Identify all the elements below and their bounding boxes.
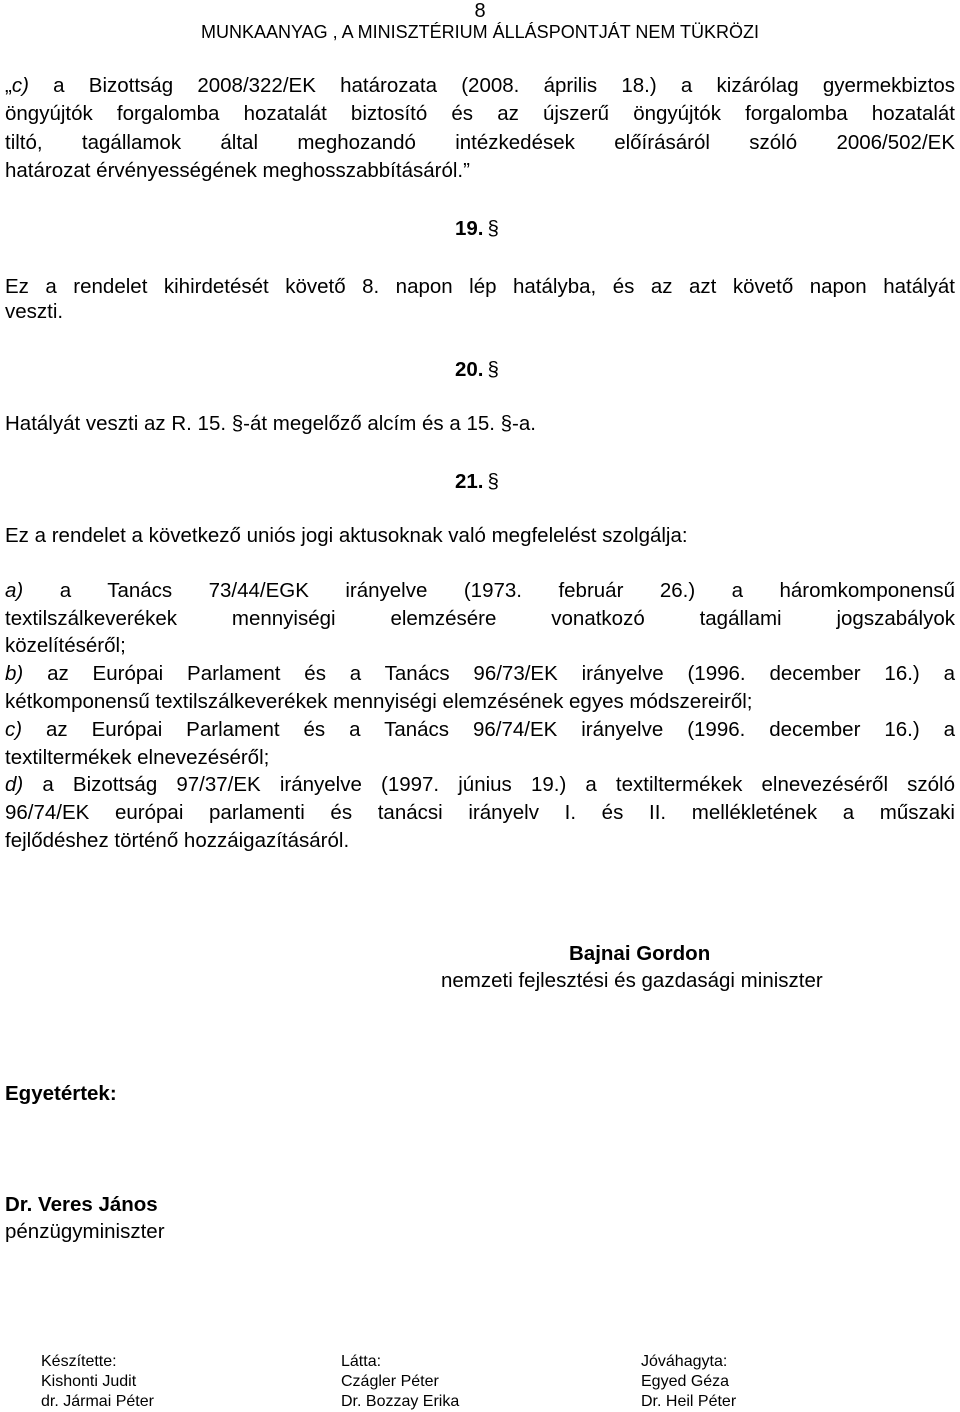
footer-approved-name-2: Dr. Heil Péter [641,1393,737,1410]
list-item-d-line-2: 96/74/EK európai parlamenti és tanácsi irányelv I. és II. mellékletének a műszaki [5,801,955,824]
footer-approved-heading: Jóváhagyta: [641,1353,728,1370]
list-item-a-line-1: a) a Tanács 73/44/EGK irányelve (1973. február 26.) a háromkomponensű [5,579,955,602]
page-number: 8 [474,0,486,22]
cosignatory-name: Dr. Veres János [5,1193,158,1216]
section-symbol: § [487,358,499,381]
list-item-b-line-1: b) az Európai Parlament és a Tanács 96/73/EK irányelve (1996. december 16.) a [5,662,955,685]
section-19-line-1: Ez a rendelet kihirdetését követő 8. napon lép hatályba, és az azt követő napon hatályát [5,275,955,298]
section-21-heading: 21. § [455,470,499,493]
section-symbol: § [487,217,499,240]
footer-prepared-heading: Készítette: [41,1353,117,1370]
list-item-c-line-1: c) az Európai Parlament és a Tanács 96/74/EK irányelve (1996. december 16.) a [5,718,955,741]
signatory-title: nemzeti fejlesztési és gazdasági miniszter [441,969,823,992]
signatory-name: Bajnai Gordon [569,942,711,965]
footer-reviewed-name-1: Czágler Péter [341,1373,439,1390]
section-20-line: Hatályát veszti az R. 15. §-át megelőző alcím és a 15. §-a. [5,412,536,435]
list-item-a-line-3: közelítéséről; [5,634,126,657]
footer-reviewed-heading: Látta: [341,1353,382,1370]
list-item-d-line-3: fejlődéshez történő hozzáigazításáról. [5,829,350,852]
section-20-heading: 20. § [455,358,499,381]
section-21-line: Ez a rendelet a következő uniós jogi aktusoknak való megfelelést szolgálja: [5,524,688,547]
section-19-heading: 19. § [455,217,499,240]
intro-line-1: „c) a Bizottság 2008/322/EK határozata (2008. április 18.) a kizárólag gyermekbiztos [5,74,955,97]
intro-line-2: öngyújtók forgalomba hozatalát biztosító és az újszerű öngyújtók forgalomba hozatalát [5,102,955,125]
section-19-line-2: veszti. [5,300,64,323]
footer-reviewed-name-2: Dr. Bozzay Erika [341,1393,460,1410]
intro-line-4: határozat érvényességének meghosszabbításáról.” [5,159,470,182]
list-item-d-line-1: d) a Bizottság 97/37/EK irányelve (1997. június 19.) a textiltermékek elnevezéséről szóló [5,773,955,796]
list-item-a-line-2: textilszálkeverékek mennyiségi elemzésére vonatkozó tagállami jogszabályok [5,607,955,630]
draft-notice: MUNKAANYAG , A MINISZTÉRIUM ÁLLÁSPONTJÁT NEM TÜKRÖZI [200,22,760,42]
intro-item-letter: c) [11,74,29,97]
quote-open: „ [5,74,12,97]
footer-prepared-name-2: dr. Jármai Péter [41,1393,154,1410]
agreement-label: Egyetértek: [5,1082,117,1105]
footer-prepared-name-1: Kishonti Judit [41,1373,137,1390]
list-item-c-line-2: textiltermékek elnevezéséről; [5,746,270,769]
footer-approved-name-1: Egyed Géza [641,1373,730,1390]
intro-line-3: tiltó, tagállamok által meghozandó intézkedések előírásáról szóló 2006/502/EK [5,131,955,154]
cosignatory-title: pénzügyminiszter [5,1220,165,1243]
section-symbol: § [487,470,499,493]
list-item-b-line-2: kétkomponensű textilszálkeverékek mennyiségi elemzésének egyes módszereiről; [5,690,753,713]
